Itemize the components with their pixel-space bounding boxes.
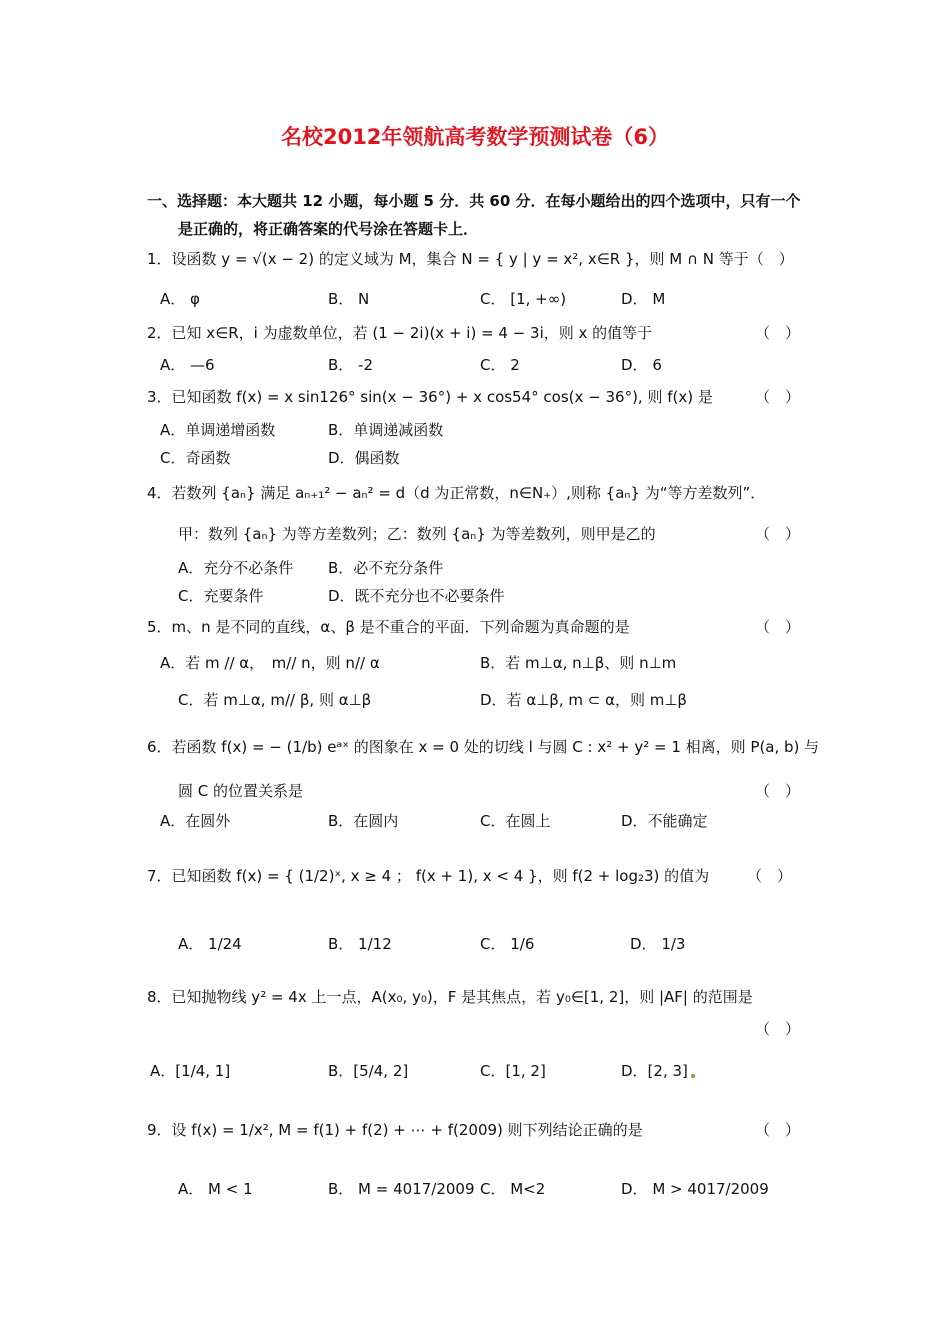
question-4-option-b: B．必不充分条件 bbox=[328, 559, 444, 577]
question-1-option-c: C． [1, +∞) bbox=[480, 290, 567, 308]
question-3-stem: 3．已知函数 f(x) = x sin126° sin(x − 36°) + x cos54° cos(x − 36°), 则 f(x) 是 bbox=[147, 388, 713, 406]
question-5-option-b: B．若 m⊥α, n⊥β、则 n⊥m bbox=[480, 654, 677, 672]
question-9-option-b: B． M = 4017/2009 bbox=[328, 1180, 475, 1198]
question-2-answer-paren: （ ） bbox=[755, 324, 801, 342]
question-5-option-c: C．若 m⊥α, m// β, 则 α⊥β bbox=[178, 691, 372, 709]
question-6-option-d: D．不能确定 bbox=[621, 812, 708, 830]
question-2-option-c: C． 2 bbox=[480, 356, 520, 374]
question-7-option-d: D． 1/3 bbox=[630, 935, 686, 953]
question-4-answer-paren: （ ） bbox=[755, 525, 801, 543]
question-6-answer-paren: （ ） bbox=[755, 782, 801, 800]
question-8-option-d: D．[2, 3] bbox=[621, 1062, 688, 1080]
question-3-option-b: B．单调递减函数 bbox=[328, 421, 444, 439]
question-3-answer-paren: （ ） bbox=[755, 388, 801, 406]
question-8-answer-paren: （ ） bbox=[755, 1020, 801, 1038]
question-2-option-b: B． -2 bbox=[328, 356, 374, 374]
question-5-stem: 5．m、n 是不同的直线，α、β 是不重合的平面．下列命题为真命题的是 bbox=[147, 618, 630, 636]
question-1-stem: 1．设函数 y = √(x − 2) 的定义域为 M，集合 N = { y | y = x², x∈R }，则 M ∩ N 等于（ ） bbox=[147, 250, 794, 268]
question-9-option-d: D． M > 4017/2009 bbox=[621, 1180, 769, 1198]
question-7-option-c: C． 1/6 bbox=[480, 935, 535, 953]
question-9-stem: 9．设 f(x) = 1/x², M = f(1) + f(2) + ⋯ + f(2009) 则下列结论正确的是 bbox=[147, 1121, 643, 1139]
question-7-option-a: A． 1/24 bbox=[178, 935, 242, 953]
question-4-stem-line1: 4．若数列 {aₙ} 满足 aₙ₊₁² − aₙ² = d（d 为正常数，n∈N₊）,则称 {aₙ} 为“等方差数列”． bbox=[147, 484, 766, 502]
question-4-option-d: D．既不充分也不必要条件 bbox=[328, 587, 505, 605]
question-4-option-c: C．充要条件 bbox=[178, 587, 264, 605]
question-6-option-b: B．在圆内 bbox=[328, 812, 399, 830]
question-6-stem-line2: 圆 C 的位置关系是 bbox=[178, 782, 304, 800]
section-heading-line1: 一、选择题：本大题共 12 小题，每小题 5 分．共 60 分．在每小题给出的四个选项中，只有一个 bbox=[147, 192, 801, 210]
question-6-option-a: A．在圆外 bbox=[160, 812, 231, 830]
section-heading-line2: 是正确的，将正确答案的代号涂在答题卡上． bbox=[178, 220, 479, 238]
question-2-option-a: A． —6 bbox=[160, 356, 215, 374]
question-3-option-c: C．奇函数 bbox=[160, 449, 231, 467]
question-1-option-b: B． N bbox=[328, 290, 370, 308]
stray-dot bbox=[691, 1074, 695, 1078]
question-9-answer-paren: （ ） bbox=[755, 1121, 801, 1139]
question-5-option-a: A．若 m // α， m// n，则 n// α bbox=[160, 654, 380, 672]
question-5-option-d: D．若 α⊥β, m ⊂ α，则 m⊥β bbox=[480, 691, 688, 709]
question-6-option-c: C．在圆上 bbox=[480, 812, 551, 830]
question-8-option-a: A．[1/4, 1] bbox=[150, 1062, 231, 1080]
question-4-option-a: A．充分不必条件 bbox=[178, 559, 294, 577]
question-7-option-b: B． 1/12 bbox=[328, 935, 392, 953]
question-3-option-d: D．偶函数 bbox=[328, 449, 400, 467]
question-7-answer-paren: （ ） bbox=[747, 867, 793, 885]
question-2-stem: 2．已知 x∈R，i 为虚数单位，若 (1 − 2i)(x + i) = 4 − 3i，则 x 的值等于 bbox=[147, 324, 653, 342]
question-8-option-b: B．[5/4, 2] bbox=[328, 1062, 409, 1080]
question-2-option-d: D． 6 bbox=[621, 356, 662, 374]
question-6-stem-line1: 6．若函数 f(x) = − (1/b) eᵃˣ 的图象在 x = 0 处的切线 l 与圆 C : x² + y² = 1 相离，则 P(a, b) 与 bbox=[147, 738, 820, 756]
question-8-option-c: C．[1, 2] bbox=[480, 1062, 546, 1080]
question-1-option-d: D． M bbox=[621, 290, 666, 308]
question-9-option-c: C． M<2 bbox=[480, 1180, 546, 1198]
question-4-stem-line2: 甲：数列 {aₙ} 为等方差数列；乙：数列 {aₙ} 为等差数列，则甲是乙的 bbox=[178, 525, 656, 543]
question-7-stem: 7．已知函数 f(x) = { (1/2)ˣ, x ≥ 4 ； f(x + 1), x < 4 }，则 f(2 + log₂3) 的值为 bbox=[147, 867, 710, 885]
question-9-option-a: A． M < 1 bbox=[178, 1180, 253, 1198]
question-5-answer-paren: （ ） bbox=[755, 618, 801, 636]
page-title: 名校2012年领航高考数学预测试卷（6） bbox=[280, 125, 670, 149]
question-3-option-a: A．单调递增函数 bbox=[160, 421, 276, 439]
question-8-stem: 8．已知抛物线 y² = 4x 上一点，A(x₀, y₀)，F 是其焦点，若 y₀∈[1, 2]，则 |AF| 的范围是 bbox=[147, 988, 753, 1006]
question-1-option-a: A． φ bbox=[160, 290, 200, 308]
